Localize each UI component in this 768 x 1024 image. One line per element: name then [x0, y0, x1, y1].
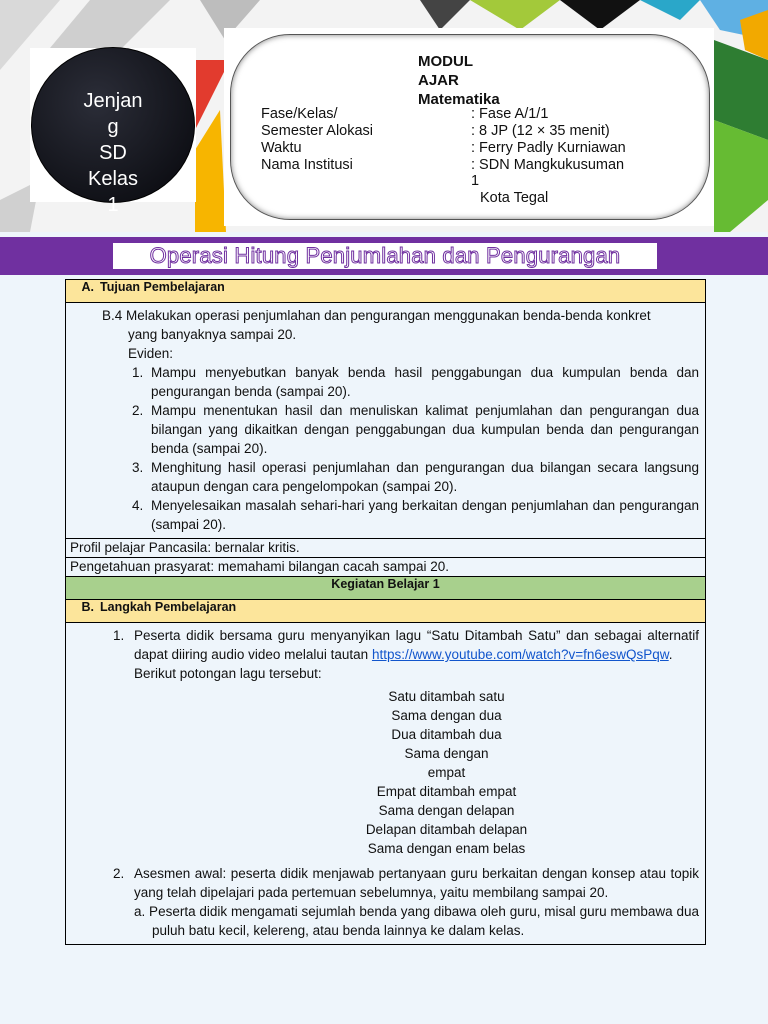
jenjang-badge: [31, 47, 195, 216]
goal-line: yang banyaknya sampai 20.: [128, 327, 297, 342]
song-line: Sama dengan delapan: [378, 803, 515, 818]
info-label-waktu: Waktu: [261, 140, 302, 156]
info-value-fase: : Fase A/1/1: [471, 106, 549, 122]
sub-item: a. Peserta didik mengamati sejumlah benda yang dibawa oleh guru, misal guru membawa dua puluh batu kecil, kelereng, atau benda lainnya ke dalam kelas.: [134, 904, 699, 938]
table-row: [66, 558, 706, 577]
modul-title: [418, 52, 500, 109]
table-row: [66, 623, 706, 945]
info-label-fase: Fase/Kelas/: [261, 106, 338, 122]
song-line: Dua ditambah dua: [391, 727, 502, 742]
song-line: Sama dengan enam belas: [367, 841, 526, 856]
jenjang-line: g: [107, 116, 119, 138]
song-line: Sama dengan: [404, 746, 489, 761]
tujuan-content: [66, 303, 706, 539]
song-line: Delapan ditambah delapan: [365, 822, 528, 837]
jenjang-line: Jenjan: [83, 90, 143, 112]
song-line: Empat ditambah empat: [376, 784, 517, 799]
info-value-extra: 1: [471, 173, 480, 189]
step-text: Asesmen awal: peserta didik menjawab pertanyaan guru berkaitan dengan konsep atau topik yang telah dipelajari pada pertemuan sebelumnya, yaitu membilang sampai 20.: [134, 866, 699, 900]
list-item: 2. Mampu menentukan hasil dan menuliskan kalimat penjumlahan dan pengurangan dua bilangan yang dikaitkan dengan penggabungan dua kumpulan benda dan pengurangan benda (sampai 20).: [147, 401, 699, 458]
table-row: [66, 577, 706, 600]
table-row: [66, 539, 706, 558]
table-row: [66, 303, 706, 539]
pengetahuan-prasyarat: Pengetahuan prasyarat: memahami bilangan cacah sampai 20.: [66, 558, 706, 577]
info-label-semester: Semester Alokasi: [261, 123, 374, 139]
step-text: Peserta didik bersama guru menyanyikan lagu “Satu Ditambah Satu” dan sebagai alternatif dapat diiring audio video melalui tautan: [134, 628, 699, 662]
jenjang-line: Kelas: [87, 168, 139, 190]
goal-line: B.4 Melakukan operasi penjumlahan dan pengurangan menggunakan benda-benda konkret: [102, 308, 651, 323]
langkah-content: [66, 623, 706, 945]
song-lyrics: [134, 687, 699, 858]
jenjang-line: 1: [107, 194, 119, 216]
section-letter: B.: [81, 600, 94, 614]
list-item: [128, 864, 699, 940]
modul-title-line: AJAR: [418, 72, 459, 89]
steps-list: [66, 626, 699, 940]
jenjang-line: SD: [99, 142, 127, 164]
info-value-waktu: : Ferry Padly Kurniawan: [471, 140, 626, 156]
list-item: 4. Menyelesaikan masalah sehari-hari yang berkaitan dengan penjumlahan dan pengurangan (sampai 20).: [147, 496, 699, 534]
section-letter: A.: [81, 280, 94, 294]
section-b-header: [66, 600, 706, 623]
song-line: Satu ditambah satu: [388, 689, 505, 704]
modul-title-line: Matematika: [418, 91, 500, 108]
info-label-institusi: Nama Institusi: [261, 157, 353, 173]
table-row: [66, 280, 706, 303]
section-a-header: [66, 280, 706, 303]
kegiatan-belajar-header: Kegiatan Belajar 1: [66, 577, 706, 600]
topic-title: Operasi Hitung Penjumlahan dan Pengurangan: [113, 243, 657, 269]
eviden-list: [66, 363, 699, 534]
song-line: empat: [427, 765, 466, 780]
table-row: [66, 600, 706, 623]
step-text: Berikut potongan lagu tersebut:: [134, 666, 322, 681]
list-item: 3. Menghitung hasil operasi penjumlahan dan pengurangan dua bilangan secara langsung ataupun dengan cara pengelompokan (sampai 20).: [147, 458, 699, 496]
modul-table: [65, 279, 706, 945]
modul-title-line: MODUL: [418, 53, 473, 70]
list-item: 1. Peserta didik bersama guru menyanyikan lagu “Satu Ditambah Satu” dan sebagai alternatif dapat diiring audio video melalui tautan https://www.youtube.com/watch?v=fn6eswQsPqw. Berikut potongan lagu tersebut: Satu ditambah satu Sama dengan dua Dua ditambah dua Sama dengan empat Empat ditambah empat Sama dengan delapan Delapan ditambah delapan Sama dengan enam belas: [128, 626, 699, 858]
list-item: 1. Mampu menyebutkan banyak benda hasil penggabungan dua kumpulan benda dan pengurangan benda (sampai 20).: [147, 363, 699, 401]
info-value-semester: : 8 JP (12 × 35 menit): [471, 123, 610, 139]
info-value-institusi: : SDN Mangkukusuman: [471, 157, 625, 173]
youtube-link[interactable]: https://www.youtube.com/watch?v=fn6eswQsPqw: [371, 647, 669, 662]
profil-pelajar: Profil pelajar Pancasila: bernalar kritis.: [66, 539, 706, 558]
info-value-city: Kota Tegal: [480, 190, 549, 206]
section-title: Tujuan Pembelajaran: [100, 280, 225, 294]
song-line: Sama dengan dua: [391, 708, 502, 723]
section-title: Langkah Pembelajaran: [100, 600, 237, 614]
eviden-label: Eviden:: [128, 346, 174, 361]
